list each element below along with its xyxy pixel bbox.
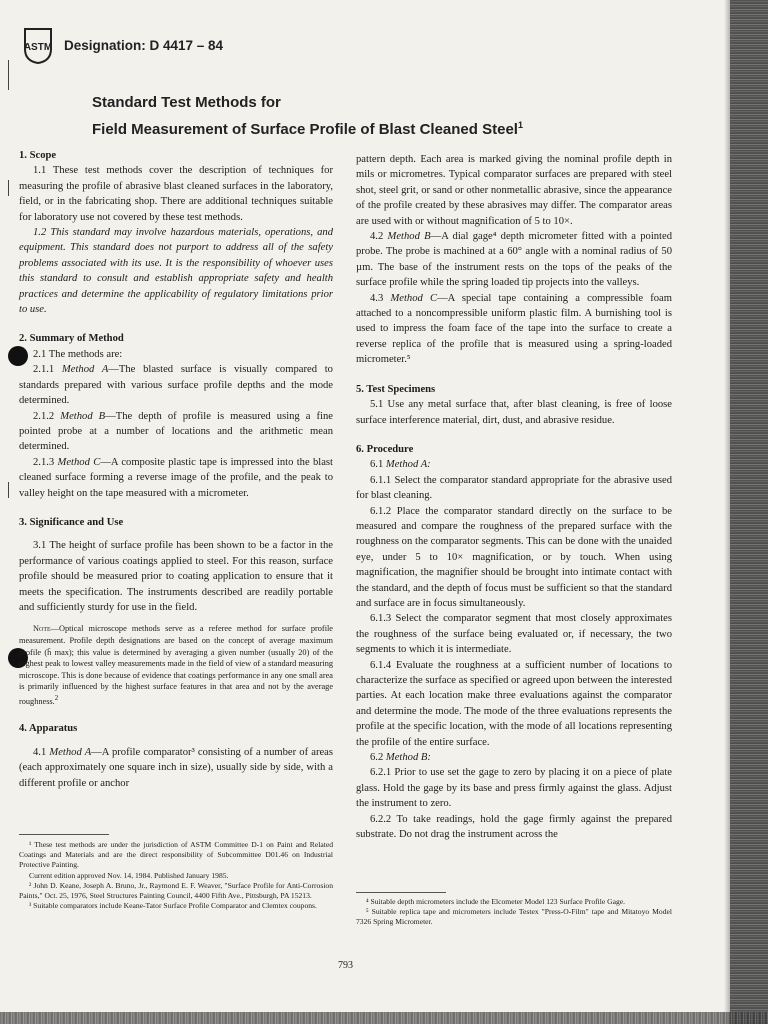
paragraph: 3.1 The height of surface profile has been shown to be a factor in the performance of various coatings applied to steel. For this reason, surface profile should be measured prior to coating application to ensure that it meets the specification. The instruments described are readily portable and sufficiently sturdy for use in the field. <box>19 540 333 613</box>
footnotes-right <box>356 897 672 928</box>
scan-bottom-edge <box>0 1012 768 1024</box>
title-line-2: Field Measurement of Surface Profile of Blast Cleaned Steel$^1$ <box>92 120 523 138</box>
designation: Designation: D 4417 – 84 <box>64 37 224 53</box>
paragraph: 4.1 Method A—A profile comparator³ consisting of a number of areas (each approximately one square inch in size), usually side by side, with a different profile or anchor <box>19 746 334 789</box>
page-number: 793 <box>338 960 353 971</box>
footnote: ² John D. Keane, Joseph A. Bruno, Jr., Raymond E. F. Weaver, "Surface Profile for Anti-Corrosion Paints," Oct. 25, 1976, Steel Structures Painting Council, 4400 Fifth Ave., Pittsburgh, PA 15213. <box>19 880 333 901</box>
paragraph: 5.1 Use any metal surface that, after blast cleaning, is free of loose surface interference material, dirt, dust, and abrasive residue. <box>356 399 672 426</box>
scan-edge-gradient <box>724 0 730 1024</box>
paragraph: 6.1.4 Evaluate the roughness at a sufficient number of locations to characterize the surface as specified or agreed upon between the interested parties. At each location make three evaluations against the comparator and determine the mode. The mode of the three evaluations represents the profile at the specific location, with the mode of all locations representing the profile of the entire surface. <box>356 659 672 748</box>
margin-mark <box>8 180 9 196</box>
footnote: ⁵ Suitable replica tape and micrometers include Testex "Press-O-Film" tape and Mitatoyo Model 7326 Spring Micrometer. <box>356 907 672 927</box>
section-heading: 3. Significance and Use <box>19 516 124 528</box>
document-title <box>92 93 523 142</box>
paragraph: 4.3 Method C—A special tape containing a compressible foam attached to a noncompressible uniform plastic film. A burnishing tool is used to impress the foam face of the tape into the surface to create a reverse replica of the profile that is measured using a spring-loaded micrometer.⁵ <box>356 292 672 366</box>
paragraph: 2.1.1 Method A—The blasted surface is visually compared to standards prepared with various surface profile depths and the mode determined. <box>19 364 333 407</box>
scan-edge-shadow <box>730 0 768 1024</box>
paragraph: 6.2 Method B: <box>370 752 431 764</box>
section-heading: 1. Scope <box>19 150 57 161</box>
right-column <box>356 152 672 842</box>
paragraph: 2.1.3 Method C—A composite plastic tape is impressed into the blast cleaned surface forming a reverse image of the profile, and the peak to valley height on the tape measured with a micrometer. <box>19 456 334 499</box>
footnote: ⁴ Suitable depth micrometers include the Elcometer Model 123 Surface Profile Gage. <box>366 897 626 906</box>
astm-logo-icon <box>20 25 56 65</box>
footnote-rule <box>356 892 446 893</box>
paragraph: 6.1.1 Select the comparator standard appropriate for the abrasive used for blast cleaning. <box>356 474 672 502</box>
paragraph: 1.1 These test methods cover the description of techniques for measuring the profile of abrasive blast cleaned surfaces in the laboratory, field, or in the fabricating shop. There are additional techniques suitable for laboratory use not covered by these test methods. <box>19 165 333 223</box>
paragraph: 6.1.3 Select the comparator segment that most closely approximates the roughness of the surface being evaluated or, if necessary, the two segments to which it is intermediate. <box>356 613 672 656</box>
paragraph: 4.2 Method B—A dial gage⁴ depth micrometer fitted with a pointed probe. The probe is machined at a 60° angle with a nominal radius of 50 µm. The base of the instrument rests on the tops of the peaks of the surface profile while the spring loaded tip projects into the valleys. <box>356 231 673 289</box>
section-heading: 4. Apparatus <box>19 723 78 735</box>
left-column <box>19 148 333 791</box>
paragraph: 2.1.2 Method B—The depth of profile is measured using a fine pointed probe at a number of locations and the arithmetic mean determined. <box>19 410 334 453</box>
document-header <box>20 22 223 68</box>
section-heading: 6. Procedure <box>356 443 414 455</box>
section-heading: 5. Test Specimens <box>356 383 436 395</box>
paragraph: 6.2.2 To take readings, hold the gage firmly against the prepared substrate. Do not drag the instrument across the <box>356 813 672 841</box>
note: Note—Optical microscope methods serve as a referee method for surface profile measurement. Profile depth designations are based on the concept of average maximum profile (h̄ max); this value is determined by averaging a given number (usually 20) of the highest peak to lowest valley measurements made in the field of view of a standard measuring microscope. This is done because of evidence that coatings performance in any one small area is primarily influenced by the highest surface features in that area and not by the average roughness.$^2$ <box>19 624 333 706</box>
paragraph: 6.1 Method A: <box>370 459 431 471</box>
footnote: ¹ These test methods are under the jurisdiction of ASTM Committee D-1 on Paint and Related Coatings and Materials and are the direct responsibility of Subcommittee D01.46 on Industrial Protective Painting. <box>19 840 333 870</box>
margin-mark <box>8 60 9 90</box>
paragraph: 6.1.2 Place the comparator standard directly on the surface to be measured and compare the roughness of the prepared surface with the roughness on the comparator segments. This can be done with the unaided eye, under 5 to 10× magnification, or by touch. When using magnification, the magnifier should be brought into intimate contact with the standard, and the depth of focus must be sufficient so that the standard and surface are in focus simultaneously. <box>356 505 672 609</box>
paragraph-italic: 1.2 This standard may involve hazardous materials, operations, and equipment. This standard does not purport to address all of the safety problems associated with its use. It is the responsibility of whoever uses this standard to consult and establish appropriate safety and health practices and determine the applicability of regulatory limitations prior to use. <box>19 227 333 316</box>
svg-text:ASTM: ASTM <box>23 42 53 53</box>
footnotes-left <box>19 840 333 911</box>
footnote: ³ Suitable comparators include Keane-Tator Surface Profile Comparator and Clemtex coupons. <box>29 901 317 911</box>
paragraph: 6.2.1 Prior to use set the gage to zero by placing it on a piece of plate glass. Hold the gage by its base and press firmly against the glass. Adjust the instrument to zero. <box>356 767 672 810</box>
title-line-1: Standard Test Methods for <box>92 94 281 111</box>
paragraph: pattern depth. Each area is marked giving the nominal profile depth in mils or micrometres. Typical comparator surfaces are prepared with steel shot, steel grit, or sand or other nonmetallic abrasive, since the appearance of the profile created by these abrasives may differ. The comparator areas are used with or without magnification of 5 to 10×. <box>356 154 672 227</box>
footnote: Current edition approved Nov. 14, 1984. Published January 1985. <box>29 870 229 880</box>
paragraph: 2.1 The methods are: <box>33 348 123 360</box>
footnote-rule <box>19 834 109 835</box>
section-heading: 2. Summary of Method <box>19 333 124 345</box>
margin-mark <box>8 482 9 498</box>
